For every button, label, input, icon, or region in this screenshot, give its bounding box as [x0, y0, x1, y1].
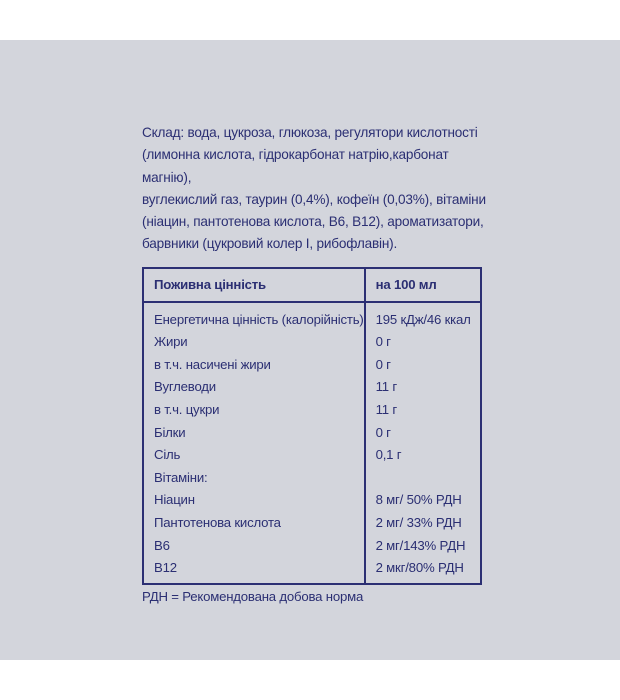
- nutrient-name: Пантотенова кислота: [143, 511, 365, 534]
- nutrient-name: Енергетична цінність (калорійність): [143, 302, 365, 331]
- nutrient-value: 0,1 г: [375, 447, 402, 463]
- label-background: [0, 40, 620, 660]
- nutrient-name: в т.ч. насичені жири: [143, 353, 365, 376]
- nutrient-value: 8 мг/ 50% РДН: [375, 492, 462, 508]
- nutrient-value: 0 г: [375, 334, 391, 350]
- product-label: [142, 122, 492, 604]
- table-row: [143, 511, 481, 534]
- footnote: РДН = Рекомендована добова норма: [142, 588, 364, 604]
- table-row: [143, 489, 481, 512]
- header-per-100ml: на 100 мл: [365, 268, 481, 302]
- table-row: [143, 534, 481, 557]
- nutrient-name: В12: [143, 556, 365, 584]
- table-row: [143, 330, 481, 353]
- nutrient-value: 11 г: [375, 401, 397, 417]
- nutrient-value: 2 мг/ 33% РДН: [375, 514, 462, 530]
- table-row: [143, 466, 481, 489]
- nutrient-value: 0 г: [375, 424, 391, 440]
- ingredients-text: Склад: вода, цукроза, глюкоза, регулятори кислотності (лимонна кислота, гідрокарбонат натрію,карбонат магнію), вуглекислий газ, таурин (0,4%), кофеїн (0,03%), вітаміни (ніацин, пантотенова кислота, В6, В12), ароматизатори, барвники (цукровий колер І, рибофлавін).: [142, 125, 486, 252]
- table-header-row: [143, 268, 481, 302]
- header-nutrient: Поживна цінність: [143, 268, 365, 302]
- nutrient-name: Вітаміни:: [143, 466, 365, 489]
- nutrient-value: [365, 466, 481, 489]
- table-row: [143, 398, 481, 421]
- nutrient-name: Ніацин: [143, 489, 365, 512]
- table-row: [143, 302, 481, 331]
- nutrient-value: 195 кДж/46 ккал: [375, 311, 471, 327]
- nutrient-name: Вуглеводи: [143, 376, 365, 399]
- nutrient-name: в т.ч. цукри: [143, 398, 365, 421]
- table-row: [143, 353, 481, 376]
- table-row: [143, 376, 481, 399]
- table-row: [143, 556, 481, 584]
- table-row: [143, 443, 481, 466]
- table-row: [143, 421, 481, 444]
- nutrient-value: 2 мкг/80% РДН: [375, 560, 464, 576]
- nutrition-table: [142, 267, 482, 585]
- nutrient-name: В6: [143, 534, 365, 557]
- nutrient-name: Білки: [143, 421, 365, 444]
- nutrient-value: 11 г: [375, 379, 397, 395]
- nutrient-name: Сіль: [143, 443, 365, 466]
- nutrient-value: 2 мг/143% РДН: [375, 537, 466, 553]
- nutrient-value: 0 г: [375, 356, 391, 372]
- nutrient-name: Жири: [143, 330, 365, 353]
